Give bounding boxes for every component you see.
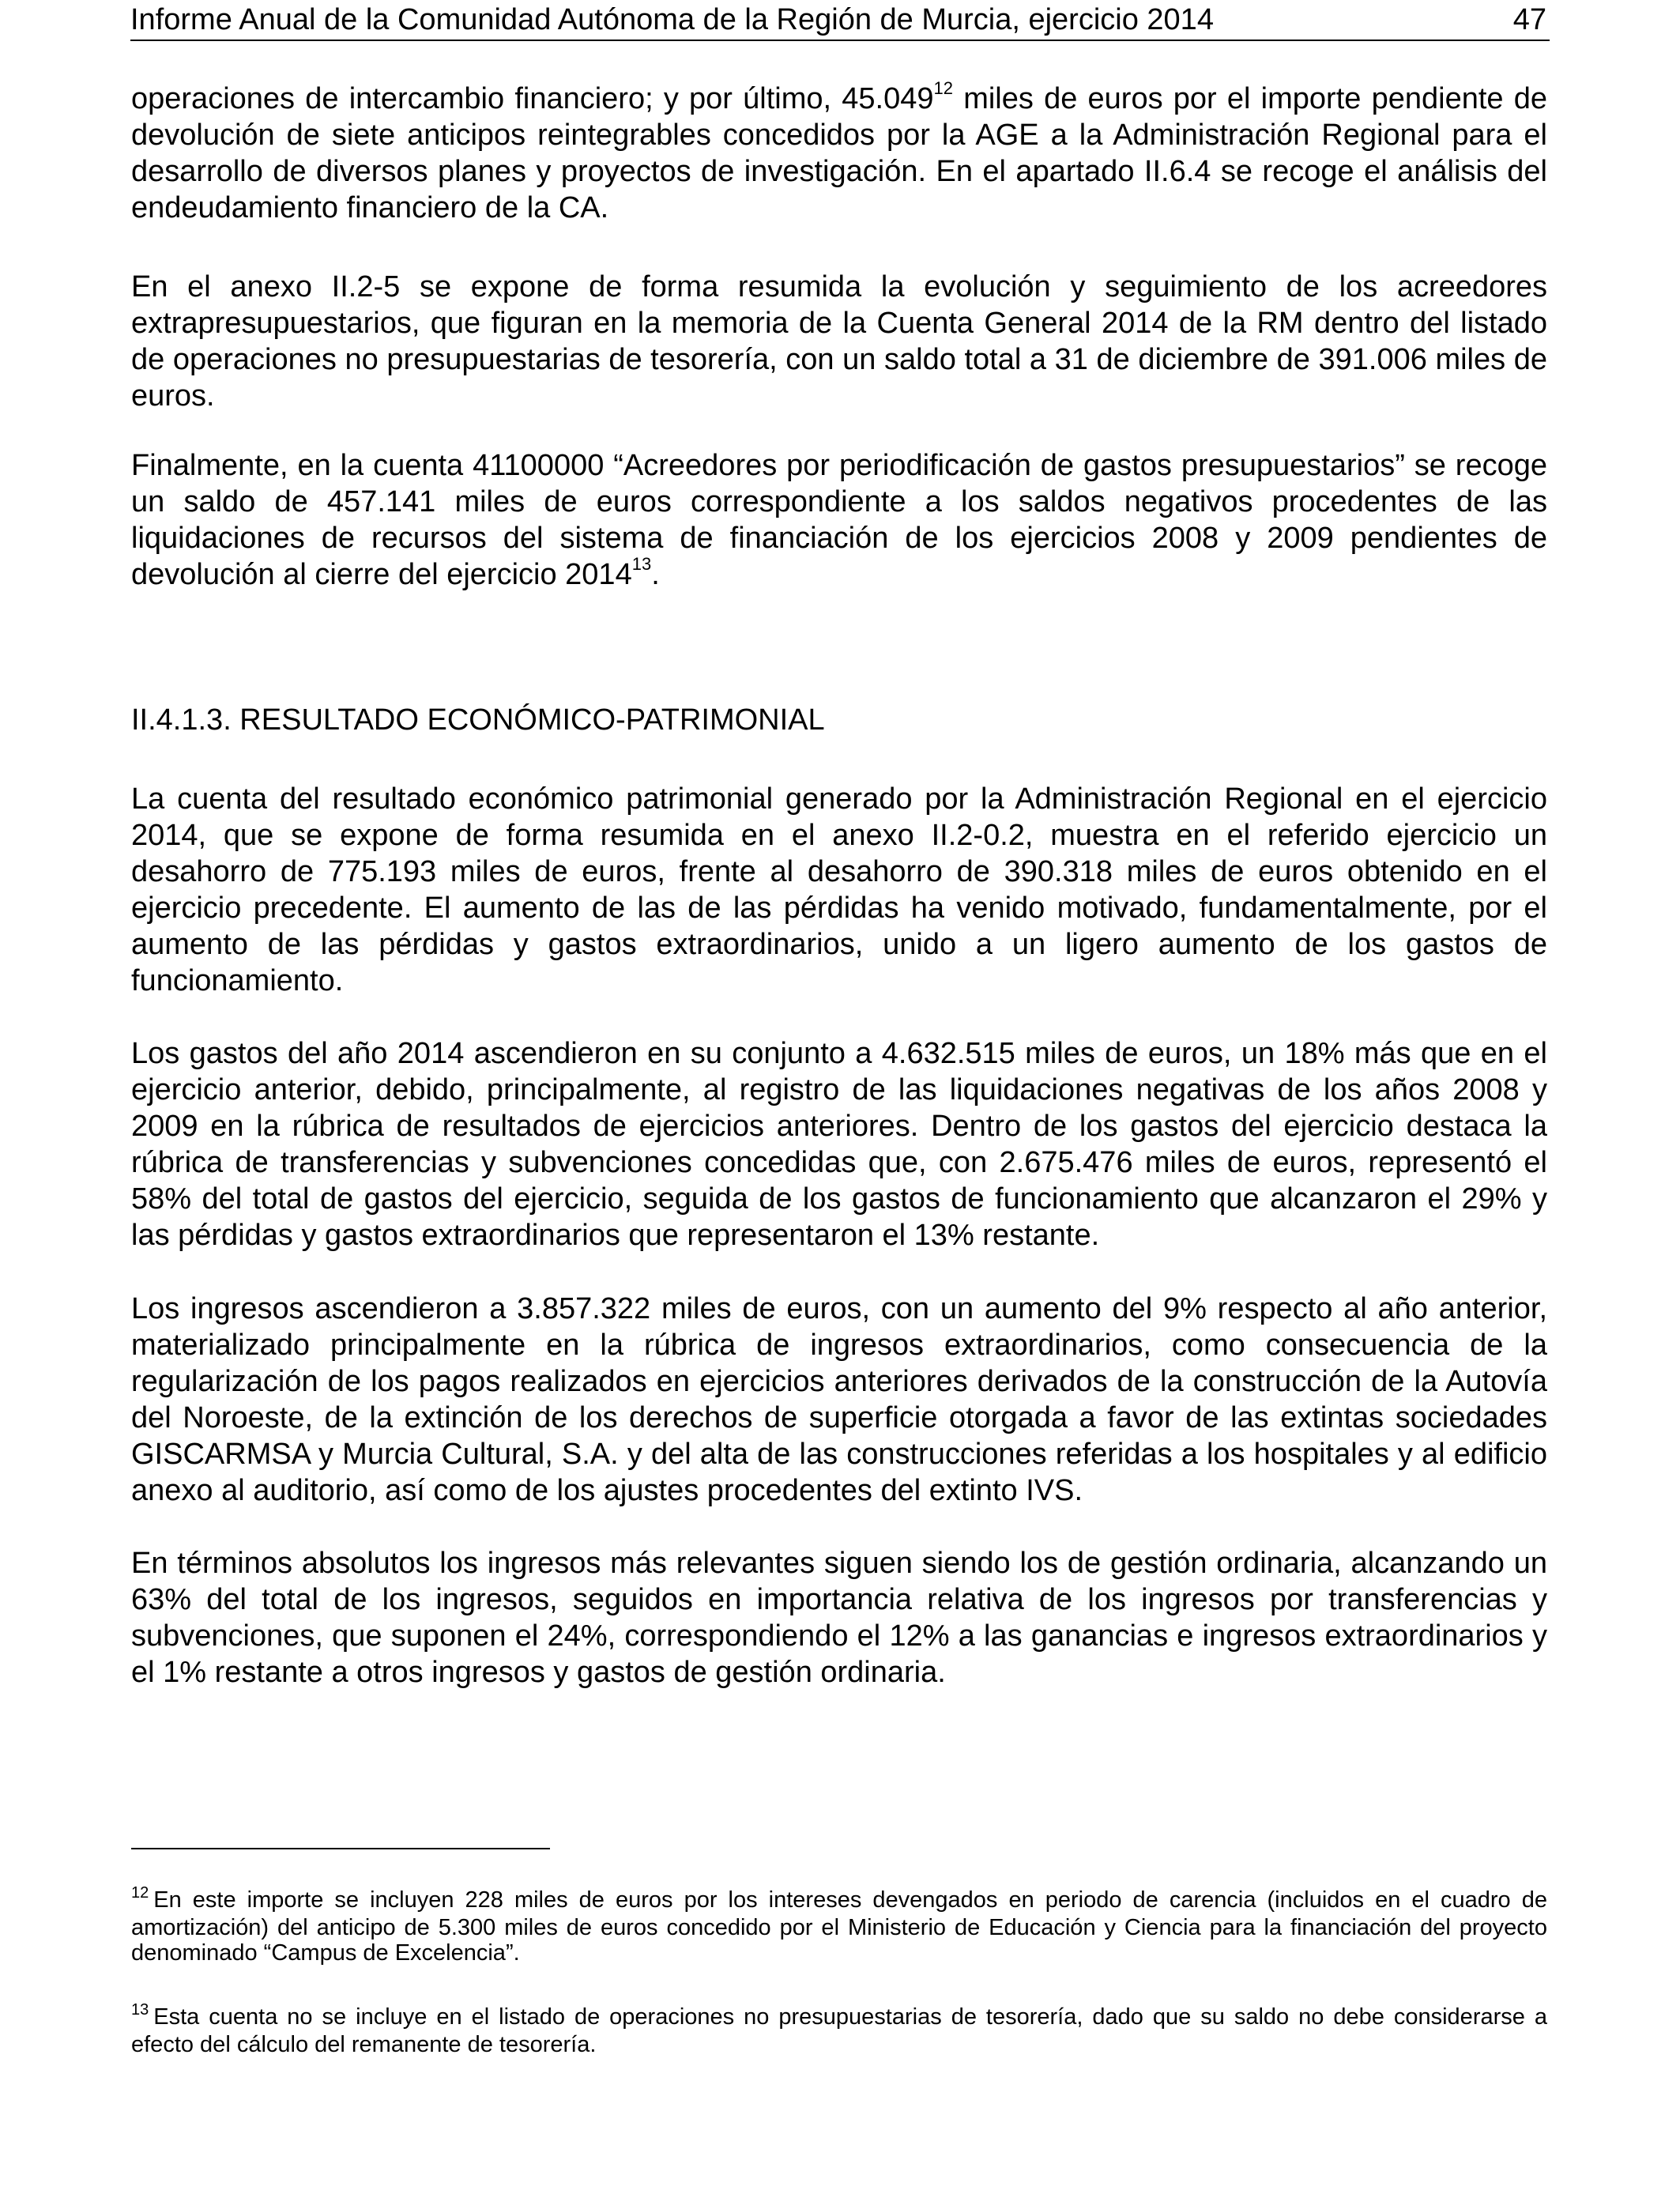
footnote-13 bbox=[131, 2001, 1547, 2057]
paragraph-6: Los ingresos ascendieron a 3.857.322 miles de euros, con un aumento del 9% respecto al año anterior, materializado principalmente en la rúbrica de ingresos extraordinarios, como consecuencia de la regularización de los pagos realizados en ejercicios anteriores derivados de la construcción de la Autovía del Noroeste, de la extinción de los derechos de superficie otorgada a favor de las extintas sociedades GISCARMSA y Murcia Cultural, S.A. y del alta de las construcciones referidas a los hospitales y al edificio anexo al auditorio, así como de los ajustes procedentes del extinto IVS. bbox=[131, 1292, 1547, 1507]
paragraph-7: En términos absolutos los ingresos más relevantes siguen siendo los de gestión ordinaria, alcanzando un 63% del total de los ingresos, seguidos en importancia relativa de los ingresos por transferencias y subvenciones, que suponen el 24%, correspondiendo el 12% a las ganancias e ingresos extraordinarios y el 1% restante a otros ingresos y gastos de gestión ordinaria. bbox=[131, 1547, 1547, 1689]
footnote-12-mark: 12 bbox=[131, 1884, 149, 1902]
footnote-separator bbox=[131, 1848, 550, 1849]
footnote-13-text: Esta cuenta no se incluye en el listado de operaciones no presupuestarias de tesorería, dado que su saldo no debe considerarse a efecto del cálculo del remanente de tesorería. bbox=[131, 2004, 1547, 2057]
footnote-ref-13[interactable]: 13 bbox=[631, 554, 652, 575]
footnote-12-text: En este importe se incluyen 228 miles de euros por los intereses devengados en periodo de carencia (incluidos en el cuadro de amortización) del anticipo de 5.300 miles de euros concedido por el Ministerio de Educación y Ciencia para la financiación del proyecto denominado “Campus de Excelencia”. bbox=[131, 1887, 1547, 1966]
footnote-12 bbox=[131, 1884, 1547, 1966]
paragraph-1-text-b: miles de euros por el importe pendiente de devolución de siete anticipos reintegrables concedidos por la AGE a la Administración Regional para el desarrollo de diversos planes y proyectos de investigación. En el apartado II.6.4 se recoge el análisis del endeudamiento financiero de la CA. bbox=[131, 82, 1547, 224]
footnote-13-mark: 13 bbox=[131, 2001, 149, 2019]
paragraph-5: Los gastos del año 2014 ascendieron en su conjunto a 4.632.515 miles de euros, un 18% más que en el ejercicio anterior, debido, principalmente, al registro de las liquidaciones negativas de los años 2008 y 2009 en la rúbrica de resultados de ejercicios anteriores. Dentro de los gastos del ejercicio destaca la rúbrica de transferencias y subvenciones concedidas que, con 2.675.476 miles de euros, representó el 58% del total de gastos del ejercicio, seguida de los gastos de funcionamiento que alcanzaron el 29% y las pérdidas y gastos extraordinarios que representaron el 13% restante. bbox=[131, 1037, 1547, 1252]
header-title: Informe Anual de la Comunidad Autónoma de la Región de Murcia, ejercicio 2014 bbox=[130, 3, 1214, 36]
paragraph-3 bbox=[131, 447, 1547, 593]
footnote-ref-12[interactable]: 12 bbox=[933, 78, 953, 99]
paragraph-1 bbox=[131, 78, 1547, 226]
paragraph-1-text-a: operaciones de intercambio financiero; y por último, 45.049 bbox=[131, 82, 934, 115]
page-number: 47 bbox=[1512, 3, 1546, 36]
paragraph-3-text-a: Finalmente, en la cuenta 41100000 “Acreedores por periodificación de gastos presupuestarios” se recoge un saldo de 457.141 miles de euros correspondiente a los saldos negativos procedentes de las liquidaciones de recursos del sistema de financiación de los ejercicios 2008 y 2009 pendientes de devolución al cierre del ejercicio 2014 bbox=[131, 449, 1547, 591]
section-heading: II.4.1.3. RESULTADO ECONÓMICO-PATRIMONIAL bbox=[131, 703, 825, 737]
running-header bbox=[130, 2, 1550, 41]
paragraph-3-text-b: . bbox=[651, 558, 660, 591]
paragraph-4: La cuenta del resultado económico patrimonial generado por la Administración Regional en el ejercicio 2014, que se expone de forma resumida en el anexo II.2-0.2, muestra en el referido ejercicio un desahorro de 775.193 miles de euros, frente al desahorro de 390.318 miles de euros obtenido en el ejercicio precedente. El aumento de las de las pérdidas ha venido motivado, fundamentalmente, por el aumento de las pérdidas y gastos extraordinarios, unido a un ligero aumento de los gastos de funcionamiento. bbox=[131, 782, 1547, 997]
paragraph-2: En el anexo II.2-5 se expone de forma resumida la evolución y seguimiento de los acreedores extrapresupuestarios, que figuran en la memoria de la Cuenta General 2014 de la RM dentro del listado de operaciones no presupuestarias de tesorería, con un saldo total a 31 de diciembre de 391.006 miles de euros. bbox=[131, 270, 1547, 413]
